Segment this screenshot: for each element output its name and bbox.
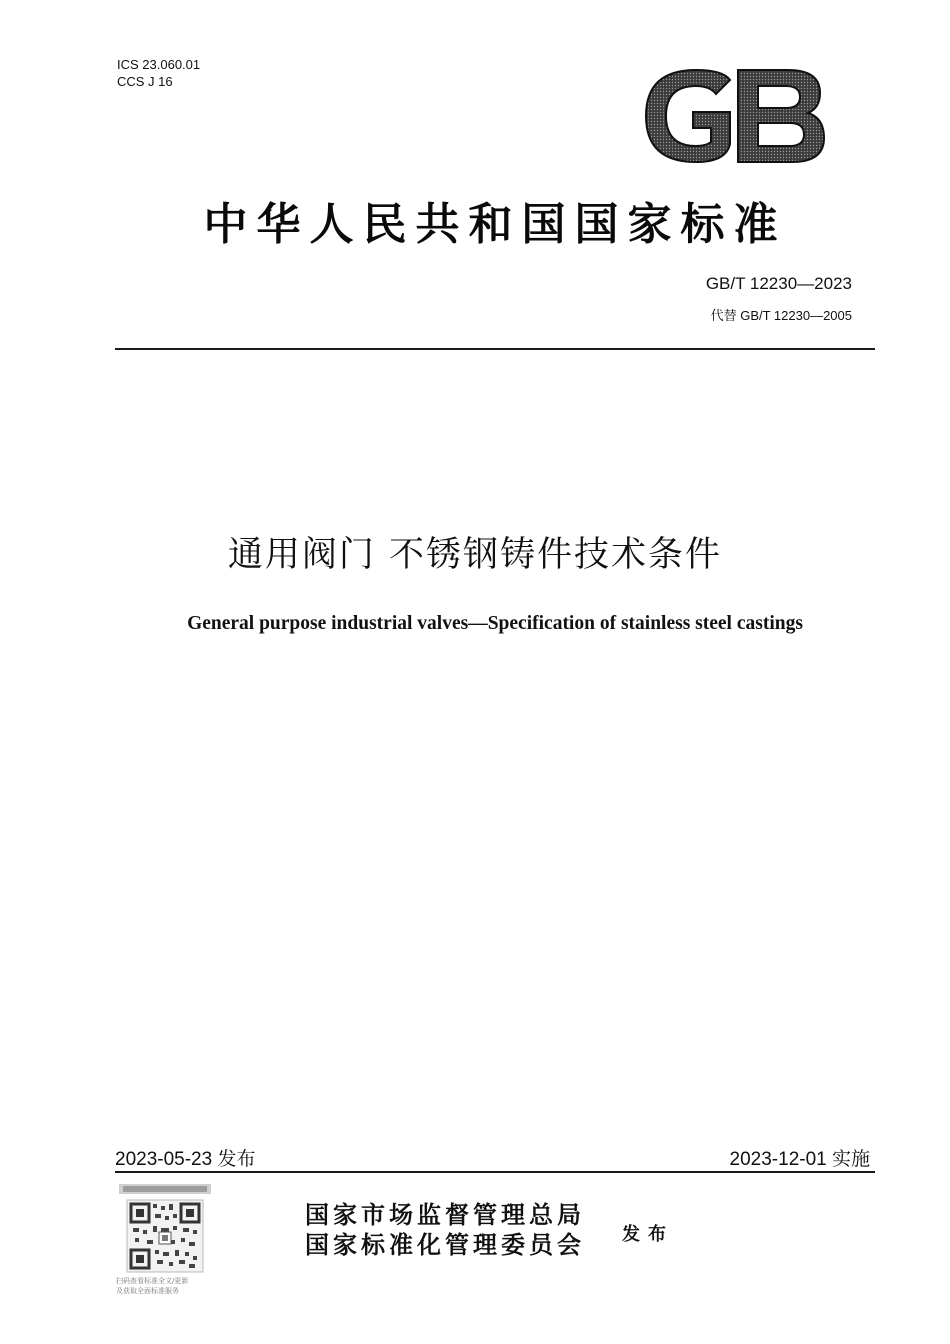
publisher-line1: 国家市场监督管理总局 xyxy=(305,1200,585,1229)
ics-code: ICS 23.060.01 xyxy=(117,57,201,72)
ccs-code: CCS J 16 xyxy=(117,74,173,89)
standard-number: GB/T 12230—2023 xyxy=(705,274,852,293)
publisher xyxy=(305,1200,585,1260)
document-title-cn: 通用阀门 不锈钢铸件技术条件 xyxy=(227,535,723,575)
implementation-date: 2023-12-01 实施 xyxy=(729,1149,870,1170)
qr-note xyxy=(116,1276,226,1296)
issue-date: 2023-05-23 发布 xyxy=(115,1149,256,1170)
qr-note-line2: 及获取全面标准服务 xyxy=(116,1287,179,1295)
svg-text:GB: GB xyxy=(638,66,640,67)
gb-logo xyxy=(638,66,828,166)
replaces-standard: 代替 GB/T 12230—2005 xyxy=(710,308,852,323)
main-title: 中华人民共和国国家标准 xyxy=(203,199,787,250)
footer-divider xyxy=(115,1171,875,1173)
document-title-en: General purpose industrial valves—Specification of stainless steel castings xyxy=(187,613,803,634)
publish-label: 发布 xyxy=(622,1224,674,1245)
qr-code-icon xyxy=(113,1180,217,1280)
qr-note-line1: 扫码查看标准全文/更新 xyxy=(116,1277,189,1285)
classification-codes xyxy=(117,56,200,90)
publisher-line2: 国家标准化管理委员会 xyxy=(305,1230,585,1259)
header-divider xyxy=(115,348,875,350)
